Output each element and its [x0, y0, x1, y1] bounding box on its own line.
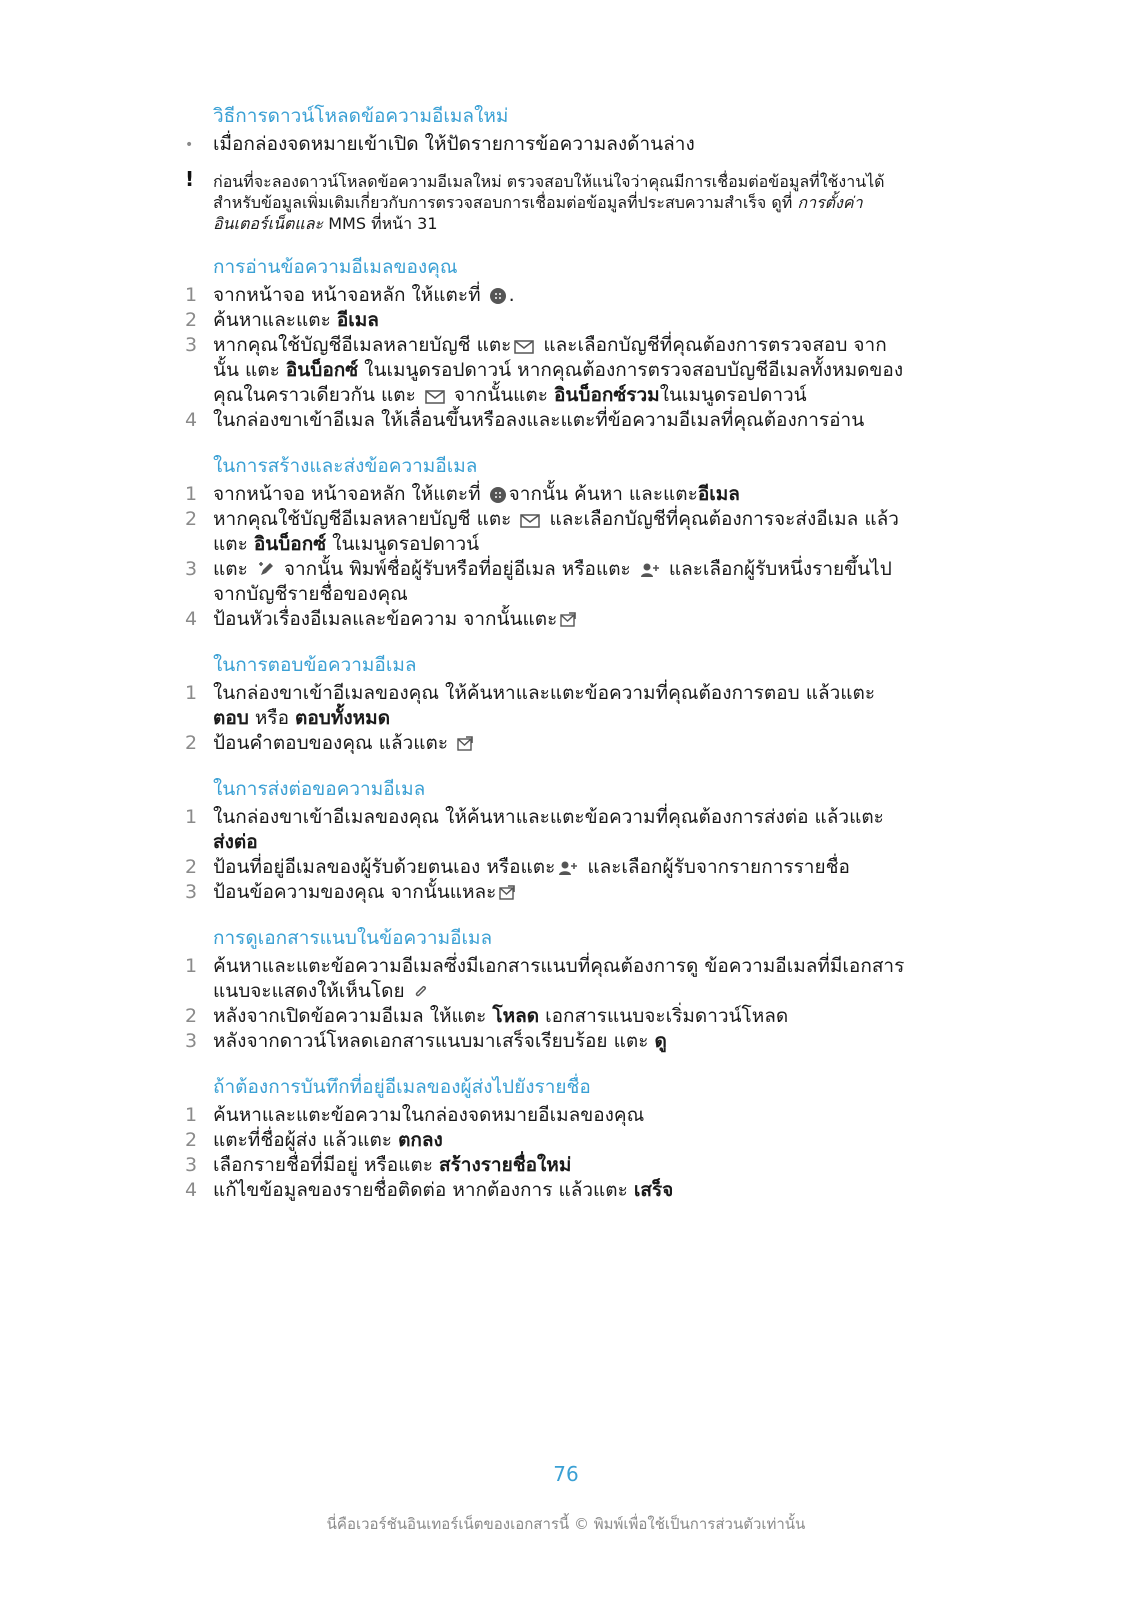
step-number: 3 — [185, 881, 198, 903]
step-number: 2 — [185, 309, 198, 331]
apps-icon — [490, 487, 506, 503]
step-text: ค้นหาและแตะข้อความอีเมลซึ่งมีเอกสารแนบที่คุณต้องการดู ข้อความอีเมลที่มีเอกสารแนบจะแสดงให้เห็นโดย — [213, 955, 905, 1002]
send-icon — [457, 736, 473, 752]
add-contact-icon — [558, 860, 578, 876]
email-label: อีเมล — [336, 309, 379, 331]
step — [185, 1103, 905, 1128]
step-text: หากคุณใช้บัญชีอีเมลหลายบัญชี แตะ — [213, 508, 518, 530]
step-number: 3 — [185, 334, 198, 356]
step-text: หลังจากดาวน์โหลดเอกสารแนบมาเสร็จเรียบร้อย แตะ — [213, 1030, 655, 1052]
view-label: ดู — [654, 1030, 667, 1052]
bullet-item — [185, 132, 905, 157]
reply-all-label: ตอบทั้งหมด — [295, 707, 391, 729]
step — [185, 283, 905, 308]
step-number: 1 — [185, 955, 198, 977]
step-number: 1 — [185, 483, 198, 505]
attachment-icon — [414, 984, 428, 1000]
step — [185, 557, 905, 607]
inbox-label: อินบ็อกซ์ — [285, 359, 359, 381]
step-text: ในเมนูดรอปดาวน์ หากคุณต้องการตรวจสอบบัญชีอีเมลทั้งหมดของคุณในคราวเดียวกัน แตะ — [213, 359, 904, 406]
apps-icon — [490, 288, 506, 304]
step-text: ป้อนหัวเรื่องอีเมลและข้อความ จากนั้นแตะ — [213, 608, 558, 630]
step-text: ป้อนที่อยู่อีเมลของผู้รับด้วยตนเอง หรือแตะ — [213, 856, 556, 878]
step-text: ในเมนูดรอปดาวน์ — [659, 384, 807, 406]
step-text: หากคุณใช้บัญชีอีเมลหลายบัญชี แตะ — [213, 334, 512, 356]
step — [185, 1128, 905, 1153]
step-number: 4 — [185, 409, 198, 431]
account-mail-icon — [425, 390, 445, 404]
step — [185, 482, 905, 507]
step-number: 4 — [185, 1179, 198, 1201]
step-text: และเลือกผู้รับหนึ่งรายขึ้นไปจากบัญชีรายชื่อของคุณ — [213, 558, 892, 605]
step-text: จากหน้าจอ หน้าจอหลัก ให้แตะที่ — [213, 483, 487, 505]
heading-forward-email: ในการส่งต่อขอความอีเมล — [213, 778, 426, 800]
account-mail-icon — [514, 340, 534, 354]
step-text: แตะ — [213, 558, 254, 580]
done-label: เสร็จ — [633, 1179, 674, 1201]
step-number: 2 — [185, 732, 198, 754]
step — [185, 731, 905, 756]
step-text: ในกล่องขาเข้าอีเมลของคุณ ให้ค้นหาและแตะข้อความที่คุณต้องการส่งต่อ แล้วแตะ — [213, 806, 884, 828]
send-icon — [560, 612, 576, 628]
heading-view-attachment: การดูเอกสารแนบในข้อความอีเมล — [213, 927, 493, 949]
heading-compose-email: ในการสร้างและส่งข้อความอีเมล — [213, 455, 478, 477]
ok-label: ตกลง — [398, 1129, 443, 1151]
load-label: โหลด — [492, 1005, 540, 1027]
combined-inbox-label: อินบ็อกซ์รวม — [554, 384, 660, 406]
step-number: 1 — [185, 1104, 198, 1126]
step — [185, 805, 905, 855]
step-text: หลังจากเปิดข้อความอีเมล ให้แตะ — [213, 1005, 493, 1027]
step-text: ป้อนคำตอบของคุณ แล้วแตะ — [213, 732, 455, 754]
step-number: 2 — [185, 1129, 198, 1151]
step-text: ป้อนข้อความของคุณ จากนั้นแหละ — [213, 881, 497, 903]
step — [185, 1029, 905, 1054]
add-contact-icon — [640, 562, 660, 578]
step-number: 1 — [185, 284, 198, 306]
forward-label: ส่งต่อ — [213, 831, 258, 853]
step-text: เลือกรายชื่อที่มีอยู่ หรือแตะ — [213, 1154, 439, 1176]
step-text: ในเมนูดรอปดาวน์ — [326, 533, 480, 555]
step-text: จากนั้น พิมพ์ชื่อผู้รับหรือที่อยู่อีเมล หรือแตะ — [277, 558, 637, 580]
account-mail-icon — [520, 514, 540, 528]
warning-note — [185, 167, 905, 234]
heading-read-email: การอ่านข้อความอีเมลของคุณ — [213, 256, 458, 278]
step-text: ในกล่องขาเข้าอีเมล ให้เลื่อนขึ้นหรือลงและแตะที่ข้อความอีเมลที่คุณต้องการอ่าน — [213, 409, 865, 431]
note-text-a: ก่อนที่จะลองดาวน์โหลดข้อความอีเมลใหม่ ตรวจสอบให้แน่ใจว่าคุณมีการเชื่อมต่อข้อมูลที่ใช้งานได้ สำหรับข้อมูลเพิ่มเติมเกี่ยวกับการตรวจสอบการเชื่อมต่อข้อมูลที่ประสบความสำเร็จ ดูที่ — [213, 172, 885, 212]
step-number: 3 — [185, 1154, 198, 1176]
step — [185, 408, 905, 433]
page-number: 76 — [553, 1462, 579, 1486]
bullet-text: เมื่อกล่องจดหมายเข้าเปิด ให้ปัดรายการข้อความลงด้านล่าง — [213, 133, 695, 155]
step-number: 1 — [185, 806, 198, 828]
step-text: จากหน้าจอ หน้าจอหลัก ให้แตะที่ — [213, 284, 487, 306]
note-link[interactable]: การตั้งค่าอินเตอร์เน็ตและ — [213, 193, 863, 233]
step-number: 2 — [185, 1005, 198, 1027]
step-number: 3 — [185, 558, 198, 580]
step-text: แตะที่ชื่อผู้ส่ง แล้วแตะ — [213, 1129, 399, 1151]
step-text: ค้นหาและแตะข้อความในกล่องจดหมายอีเมลของคุณ — [213, 1104, 645, 1126]
step-text: ในกล่องขาเข้าอีเมลของคุณ ให้ค้นหาและแตะข้อความที่คุณต้องการตอบ แล้วแตะ — [213, 682, 876, 704]
compose-icon — [257, 560, 275, 578]
step — [185, 333, 905, 408]
reply-label: ตอบ — [213, 707, 249, 729]
email-label: อีเมล — [697, 483, 740, 505]
step-number: 2 — [185, 508, 198, 530]
step — [185, 1153, 905, 1178]
step — [185, 954, 905, 1004]
warning-icon: ! — [185, 167, 195, 191]
step-text: หรือ — [248, 707, 296, 729]
step-number: 2 — [185, 856, 198, 878]
heading-download-new-email: วิธีการดาวน์โหลดข้อความอีเมลใหม่ — [213, 105, 509, 127]
step-text: . — [508, 284, 515, 306]
step-text: จากนั้นแตะ — [447, 384, 555, 406]
step — [185, 880, 905, 905]
step-text: และเลือกบัญชีที่คุณต้องการตรวจสอบ จากนั้น แตะ — [213, 334, 887, 381]
step-number: 3 — [185, 1030, 198, 1052]
step — [185, 681, 905, 731]
footer-note: นี่คือเวอร์ชันอินเทอร์เน็ตของเอกสารนี้ © พิมพ์เพื่อใช้เป็นการส่วนตัวเท่านั้น — [326, 1515, 806, 1533]
step-number: 4 — [185, 608, 198, 630]
heading-save-sender: ถ้าต้องการบันทึกที่อยู่อีเมลของผู้ส่งไปยังรายชื่อ — [213, 1076, 591, 1098]
step-text: เอกสารแนบจะเริ่มดาวน์โหลด — [539, 1005, 789, 1027]
step — [185, 507, 905, 557]
note-text-b: MMS ที่หน้า 31 — [323, 214, 438, 233]
step-text: แก้ไขข้อมูลของรายชื่อติดต่อ หากต้องการ แล้วแตะ — [213, 1179, 634, 1201]
step — [185, 855, 905, 880]
step — [185, 1178, 905, 1203]
step-text: ค้นหาและแตะ — [213, 309, 337, 331]
create-contact-label: สร้างรายชื่อใหม่ — [438, 1154, 572, 1176]
step — [185, 1004, 905, 1029]
heading-reply-email: ในการตอบข้อความอีเมล — [213, 654, 417, 676]
step-text: จากนั้น ค้นหา และแตะ — [508, 483, 698, 505]
step-number: 1 — [185, 682, 198, 704]
inbox-label: อินบ็อกซ์ — [253, 533, 327, 555]
step-text: และเลือกบัญชีที่คุณต้องการจะส่งอีเมล แล้วแตะ — [213, 508, 899, 555]
step — [185, 308, 905, 333]
send-icon — [499, 885, 515, 901]
content — [185, 103, 905, 1203]
bullet-mark: • — [185, 137, 194, 153]
step — [185, 607, 905, 632]
step-text: และเลือกผู้รับจากรายการรายชื่อ — [581, 856, 850, 878]
